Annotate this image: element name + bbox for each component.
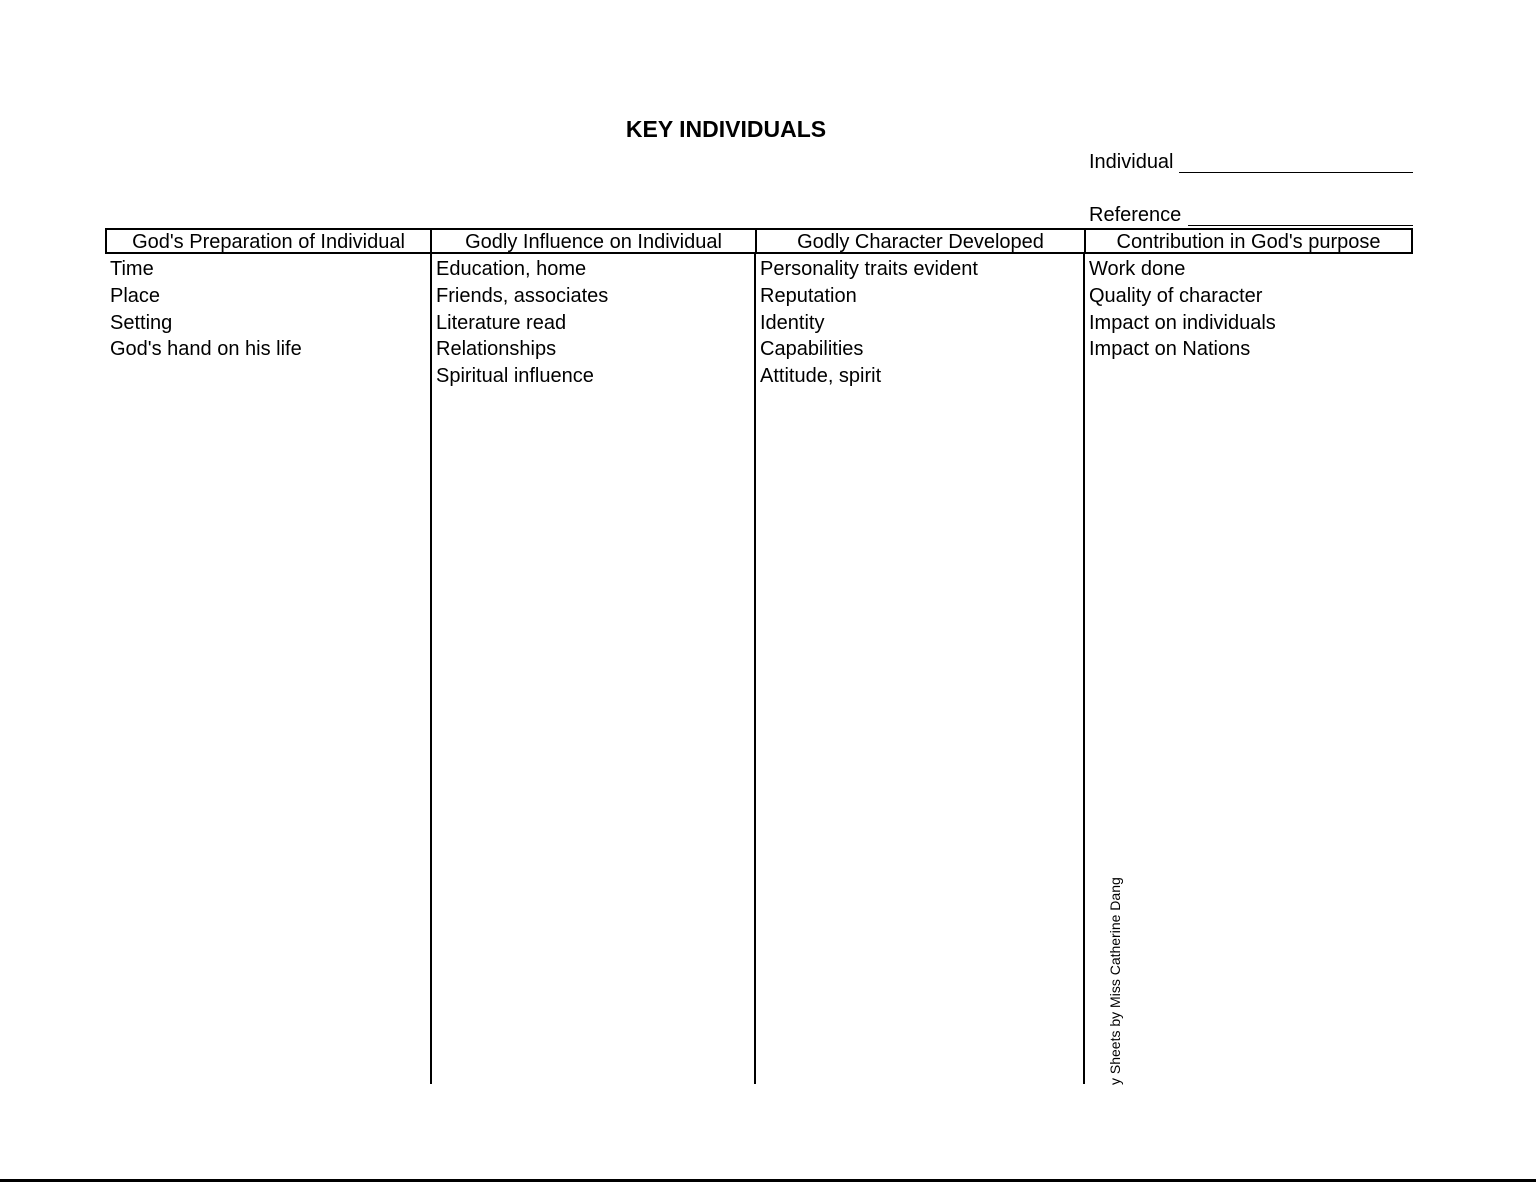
reference-label: Reference (1089, 204, 1182, 226)
list-item: Education, home (436, 258, 587, 280)
reference-field[interactable] (1188, 225, 1413, 226)
list-item: Impact on individuals (1089, 311, 1276, 334)
list-item: Quality of character (1089, 284, 1263, 307)
list-item: Time (110, 258, 154, 280)
list-item: Literature read (436, 311, 567, 334)
list-item: Attitude, spirit (760, 365, 882, 388)
list-item: Setting (110, 311, 173, 334)
preparation-list (110, 256, 302, 363)
page-title: KEY INDIVIDUALS (625, 116, 827, 142)
column-divider (754, 254, 756, 1084)
list-item: Friends, associates (436, 284, 609, 307)
list-item: Relationships (436, 338, 557, 361)
list-item: Impact on Nations (1089, 338, 1251, 361)
page-bottom-divider (0, 1179, 1536, 1182)
individual-field[interactable] (1179, 172, 1413, 173)
column-header-preparation: God's Preparation of Individual (105, 228, 432, 254)
column-divider (430, 254, 432, 1084)
character-list (760, 256, 978, 390)
contribution-list (1089, 256, 1276, 363)
list-item: Identity (760, 311, 825, 334)
column-header-contribution: Contribution in God's purpose (1084, 228, 1413, 254)
column-divider (1083, 254, 1085, 1084)
influence-list (436, 256, 608, 390)
column-header-influence: Godly Influence on Individual (430, 228, 757, 254)
column-header-character: Godly Character Developed (755, 228, 1086, 254)
list-item: Place (110, 284, 161, 307)
credit-text: y Sheets by Miss Catherine Dang (1107, 877, 1123, 1085)
list-item: Personality traits evident (760, 258, 978, 280)
list-item: Spiritual influence (436, 365, 594, 388)
list-item: God's hand on his life (110, 338, 302, 361)
list-item: Capabilities (760, 338, 864, 361)
list-item: Reputation (760, 284, 857, 307)
list-item: Work done (1089, 258, 1186, 280)
individual-label: Individual (1089, 151, 1174, 173)
